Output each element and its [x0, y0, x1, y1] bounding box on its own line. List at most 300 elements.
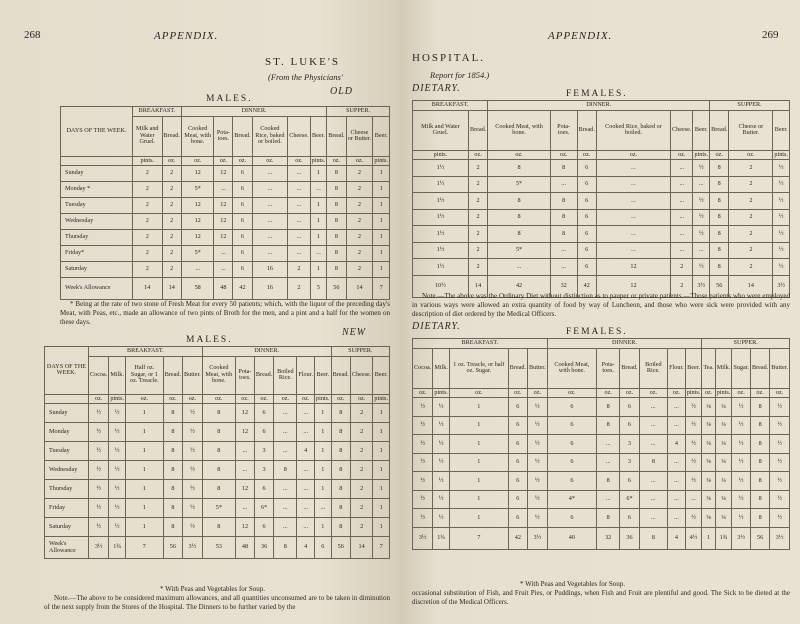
value-cell: ...	[252, 182, 288, 198]
value-cell: ...	[488, 259, 551, 276]
value-cell: ...	[288, 182, 310, 198]
column-header: Milk.	[433, 348, 450, 388]
value-cell: 1	[310, 230, 327, 246]
total-cell: 3½	[770, 527, 790, 549]
column-header: Butter.	[183, 356, 203, 394]
note-1-right: Note.—The above was the Ordinary Diet without distinction as to pauper or private patients.—Those patients who were employed in various ways were allowed an extra quantity of food by way of Luncheon, and those who were sick were provided with any description of diet ordered by the Medical Officers.	[412, 292, 790, 318]
value-cell: 2	[729, 176, 773, 193]
unit-cell: oz.	[620, 388, 639, 398]
column-header: Cooked Meat, with bone.	[488, 110, 551, 150]
value-cell: 6	[547, 416, 596, 435]
column-header: Cheese.	[671, 110, 693, 150]
value-cell: 12	[214, 230, 233, 246]
value-cell: 1	[449, 435, 508, 454]
dietary-label-2: DIETARY.	[412, 321, 461, 332]
table-row	[61, 262, 390, 278]
value-cell: 8	[163, 442, 182, 461]
value-cell: 2	[162, 214, 181, 230]
column-header: Bread.	[331, 356, 350, 394]
value-cell: 2	[346, 230, 373, 246]
total-cell: 1¾	[433, 527, 450, 549]
total-cell: 3½	[528, 527, 548, 549]
unit-cell: oz.	[252, 156, 288, 166]
total-cell: 1¾	[715, 527, 732, 549]
day-cell: Saturday	[61, 262, 133, 278]
value-cell: ...	[288, 198, 310, 214]
value-cell: 8	[327, 198, 346, 214]
total-cell: 12	[596, 275, 670, 297]
value-cell: 8	[331, 480, 350, 499]
column-header: Beer.	[373, 116, 390, 156]
value-cell: 8	[597, 416, 620, 435]
value-cell: 2	[468, 160, 487, 177]
value-cell: ...	[274, 423, 297, 442]
value-cell: 8	[202, 404, 235, 423]
value-cell: 8	[202, 461, 235, 480]
value-cell: 8	[710, 226, 729, 243]
value-cell: ½	[413, 416, 433, 435]
value-cell: ½	[732, 416, 751, 435]
value-cell: ½	[183, 480, 203, 499]
value-cell: 2	[162, 246, 181, 262]
value-cell: ...	[288, 214, 310, 230]
total-cell: 4½	[685, 527, 702, 549]
value-cell: 6	[508, 416, 527, 435]
value-cell: ...	[671, 176, 693, 193]
new-females-diet-table	[412, 338, 790, 550]
value-cell: ...	[668, 490, 686, 509]
value-cell: ...	[214, 246, 233, 262]
unit-cell: oz.	[202, 394, 235, 404]
day-cell: Monday	[45, 423, 89, 442]
total-cell: 53	[202, 537, 235, 559]
table-row	[413, 242, 790, 259]
total-cell: 2	[288, 278, 310, 300]
value-cell: ½	[693, 226, 710, 243]
group-dinner-r1: DINNER.	[488, 101, 710, 111]
value-cell: ½	[773, 160, 790, 177]
unit-cell: oz.	[346, 156, 373, 166]
total-cell: 36	[254, 537, 273, 559]
value-cell: ½	[109, 442, 126, 461]
value-cell: 2	[468, 226, 487, 243]
value-cell: 1	[373, 198, 390, 214]
value-cell: 2	[468, 259, 487, 276]
value-cell: 2	[468, 193, 487, 210]
unit-cell: pints.	[686, 388, 701, 396]
value-cell: 8	[488, 209, 551, 226]
unit-cell: oz.	[508, 388, 527, 398]
value-cell: 8	[163, 461, 182, 480]
value-cell: 12	[214, 198, 233, 214]
value-cell: ½	[732, 509, 751, 528]
value-cell: ½	[773, 259, 790, 276]
value-cell: ...	[235, 461, 254, 480]
value-cell: ½	[528, 416, 548, 435]
value-cell: ...	[671, 160, 693, 177]
group-dinner-2: DINNER.	[202, 347, 331, 357]
value-cell: ½	[413, 398, 433, 417]
group-dinner: DINNER.	[181, 107, 326, 117]
total-row	[61, 278, 390, 300]
column-header: Pota-toes.	[235, 356, 254, 394]
value-cell: ½	[109, 499, 126, 518]
total-cell: 32	[550, 275, 577, 297]
value-cell: 8	[550, 209, 577, 226]
value-cell: 6	[254, 480, 273, 499]
value-cell: 6	[508, 490, 527, 509]
value-cell: 6	[233, 182, 252, 198]
unit-cell: oz.	[488, 150, 551, 160]
column-header: Butter.	[528, 348, 548, 388]
column-header: Beer.	[310, 116, 327, 156]
column-header: Boiled Rice.	[639, 348, 668, 388]
value-cell: 1	[315, 442, 332, 461]
value-cell: 6	[254, 518, 273, 537]
value-cell: ...	[274, 442, 297, 461]
column-header: Cheese.	[350, 356, 372, 394]
value-cell: 6	[233, 246, 252, 262]
value-cell: 1	[373, 262, 390, 278]
group-dinner-r2: DINNER.	[547, 339, 702, 349]
value-cell: 2	[729, 242, 773, 259]
value-cell: ½	[685, 472, 702, 491]
column-header: Tea.	[702, 348, 715, 388]
value-cell: 1½	[413, 226, 469, 243]
value-cell: ¼	[715, 398, 732, 417]
table-row	[45, 423, 390, 442]
value-cell: 2	[729, 160, 773, 177]
total-cell: 58	[181, 278, 214, 300]
unit-cell: oz.	[331, 394, 350, 404]
value-cell: ...	[639, 398, 668, 417]
value-cell: ½	[433, 490, 450, 509]
value-cell: 2	[133, 182, 163, 198]
value-cell: 8	[327, 230, 346, 246]
unit-cell: oz.	[254, 394, 273, 404]
day-cell: Friday*	[61, 246, 133, 262]
value-cell: 1	[125, 499, 163, 518]
total-cell: 3½	[693, 275, 710, 297]
total-cell: 4	[297, 537, 315, 559]
total-cell: 8	[639, 527, 668, 549]
value-cell: 3	[254, 461, 273, 480]
value-cell: 2	[468, 209, 487, 226]
value-cell: ½	[109, 518, 126, 537]
value-cell: 6	[577, 160, 596, 177]
value-cell: ...	[671, 226, 693, 243]
value-cell: 8	[750, 453, 769, 472]
value-cell: ...	[297, 404, 315, 423]
value-cell: 1	[373, 518, 390, 537]
value-cell: 1	[449, 509, 508, 528]
note-2-left: Note.—The above to be considered maximum allowances, and all quantities unconsumed are to be taken in diminution of the next supply from the Stores of the Hospital. The Dinners to be further varied by the	[44, 594, 390, 611]
value-cell: ½	[685, 435, 702, 454]
value-cell: ½	[433, 472, 450, 491]
column-header: Beer.	[315, 356, 332, 394]
value-cell: ...	[668, 472, 686, 491]
value-cell: ½	[528, 435, 548, 454]
value-cell: 6	[254, 423, 273, 442]
total-cell: 42	[577, 275, 596, 297]
value-cell: 1	[125, 461, 163, 480]
value-cell: 2	[346, 182, 373, 198]
females-label-1: FEMALES.	[566, 89, 628, 99]
value-cell: 2	[468, 242, 487, 259]
unit-cell	[61, 156, 133, 166]
value-cell: ½	[685, 398, 702, 417]
group-breakfast: BREAKFAST.	[133, 107, 182, 117]
value-cell: 1	[310, 198, 327, 214]
value-cell: 1	[315, 423, 332, 442]
value-cell: ...	[252, 198, 288, 214]
value-cell: 2	[729, 193, 773, 210]
value-cell: 6	[233, 262, 252, 278]
value-cell: ½	[770, 416, 790, 435]
value-cell: ...	[639, 490, 668, 509]
value-cell: ...	[310, 182, 327, 198]
value-cell: 6	[577, 242, 596, 259]
value-cell: 8	[488, 160, 551, 177]
value-cell: 1	[373, 182, 390, 198]
value-cell: ¼	[715, 453, 732, 472]
value-cell: ...	[596, 193, 670, 210]
total-cell: 4	[668, 527, 686, 549]
value-cell: 4	[297, 442, 315, 461]
value-cell: 2	[346, 262, 373, 278]
value-cell: ½	[183, 442, 203, 461]
value-cell: ...	[297, 499, 315, 518]
value-cell: ½	[109, 480, 126, 499]
value-cell: ...	[668, 398, 686, 417]
value-cell: 8	[597, 398, 620, 417]
unit-cell: oz.	[350, 394, 372, 404]
column-header: Cooked Meat, with bone.	[181, 116, 214, 156]
unit-cell: oz.	[577, 150, 596, 160]
table-row	[413, 416, 790, 435]
day-cell: Tuesday	[61, 198, 133, 214]
value-cell: ⅛	[702, 490, 715, 509]
table-row	[61, 166, 390, 182]
unit-cell: pints.	[133, 156, 163, 166]
value-cell: 6	[508, 398, 527, 417]
new-label: NEW	[342, 327, 367, 338]
value-cell: 6	[620, 398, 639, 417]
unit-cell: oz.	[297, 394, 315, 404]
value-cell: ½	[773, 193, 790, 210]
value-cell: 1	[373, 461, 390, 480]
value-cell: ½	[693, 193, 710, 210]
unit-cell: oz.	[233, 156, 252, 166]
value-cell: 6	[547, 398, 596, 417]
table-row	[45, 404, 390, 423]
total-cell: 8	[274, 537, 297, 559]
value-cell: 8	[750, 398, 769, 417]
value-cell: ...	[671, 193, 693, 210]
value-cell: 3	[254, 442, 273, 461]
total-cell: 7	[125, 537, 163, 559]
unit-cell: oz.	[162, 156, 181, 166]
total-cell: 3½	[413, 527, 433, 549]
group-supper-2: SUPPER.	[331, 347, 389, 357]
value-cell: ¼	[715, 490, 732, 509]
value-cell: 6	[547, 453, 596, 472]
value-cell: ½	[693, 160, 710, 177]
value-cell: 5*	[181, 246, 214, 262]
value-cell: 1	[373, 423, 390, 442]
value-cell: ½	[770, 398, 790, 417]
value-cell: 1	[373, 499, 390, 518]
total-cell: 1¾	[109, 537, 126, 559]
subtitle-left: (From the Physicians'	[268, 72, 343, 82]
value-cell: 12	[596, 259, 670, 276]
value-cell: ½	[770, 509, 790, 528]
value-cell: ½	[732, 472, 751, 491]
value-cell: ½	[433, 509, 450, 528]
total-cell: 1	[702, 527, 715, 549]
value-cell: ½	[183, 404, 203, 423]
total-cell: 56	[750, 527, 769, 549]
table-row	[413, 226, 790, 243]
column-header: Bread.	[163, 356, 182, 394]
value-cell: ½	[770, 490, 790, 509]
unit-cell: pints.	[110, 394, 124, 402]
value-cell: 2	[468, 176, 487, 193]
value-cell: 6*	[254, 499, 273, 518]
value-cell: 5*	[488, 242, 551, 259]
unit-cell: oz.	[596, 150, 670, 160]
value-cell: ½	[685, 509, 702, 528]
value-cell: ...	[274, 518, 297, 537]
value-cell: 8	[327, 214, 346, 230]
value-cell: 2	[729, 209, 773, 226]
value-cell: ½	[528, 398, 548, 417]
total-cell: 3½	[732, 527, 751, 549]
value-cell: ½	[732, 435, 751, 454]
value-cell: 2	[133, 166, 163, 182]
unit-cell: oz.	[183, 394, 203, 404]
value-cell: ⅛	[702, 398, 715, 417]
value-cell: ½	[773, 226, 790, 243]
unit-cell: oz.	[468, 150, 487, 160]
value-cell: ½	[413, 509, 433, 528]
value-cell: ...	[214, 182, 233, 198]
value-cell: 2	[350, 404, 372, 423]
value-cell: 8	[710, 193, 729, 210]
value-cell: 8	[327, 246, 346, 262]
value-cell: 6	[577, 209, 596, 226]
value-cell: 1	[310, 166, 327, 182]
table-row	[413, 509, 790, 528]
unit-cell	[45, 394, 89, 404]
value-cell: 2	[162, 230, 181, 246]
total-cell: 6	[315, 537, 332, 559]
group-breakfast-r2: BREAKFAST.	[413, 339, 548, 349]
value-cell: 1	[125, 423, 163, 442]
value-cell: 1	[449, 472, 508, 491]
value-cell: ...	[550, 259, 577, 276]
total-row	[45, 537, 390, 559]
total-cell: 48	[214, 278, 233, 300]
column-header: Beer.	[373, 356, 390, 394]
value-cell: ½	[773, 176, 790, 193]
day-cell: Saturday	[45, 518, 89, 537]
value-cell: ½	[413, 490, 433, 509]
value-cell: 5*	[181, 182, 214, 198]
day-cell: Sunday	[45, 404, 89, 423]
column-header: Boiled Rice.	[274, 356, 297, 394]
total-cell: 14	[729, 275, 773, 297]
value-cell: 8	[750, 435, 769, 454]
table-row	[413, 472, 790, 491]
column-header: Milk.	[715, 348, 732, 388]
value-cell: 2	[133, 198, 163, 214]
column-header: Bread.	[750, 348, 769, 388]
value-cell: 1	[125, 480, 163, 499]
column-header: Bread.	[233, 116, 252, 156]
value-cell: ⅛	[702, 453, 715, 472]
value-cell: ½	[89, 461, 109, 480]
table-row	[61, 182, 390, 198]
value-cell: ½	[433, 416, 450, 435]
value-cell: ¼	[715, 416, 732, 435]
day-cell: Monday *	[61, 182, 133, 198]
total-cell: 3½	[183, 537, 203, 559]
value-cell: 1	[449, 416, 508, 435]
value-cell: ½	[413, 472, 433, 491]
value-cell: 1½	[413, 259, 469, 276]
value-cell: 6	[508, 435, 527, 454]
column-header: Cocoa.	[413, 348, 433, 388]
total-cell: 56	[163, 537, 182, 559]
value-cell: 2	[346, 214, 373, 230]
total-cell: 14	[350, 537, 372, 559]
value-cell: ...	[668, 509, 686, 528]
value-cell: 8	[597, 472, 620, 491]
value-cell: ½	[89, 499, 109, 518]
value-cell: 2	[729, 259, 773, 276]
value-cell: 6	[508, 472, 527, 491]
total-cell: 3½	[773, 275, 790, 297]
value-cell: 12	[181, 166, 214, 182]
value-cell: 1	[373, 214, 390, 230]
value-cell: ½	[89, 518, 109, 537]
unit-cell: pints.	[774, 150, 788, 158]
value-cell: ½	[109, 461, 126, 480]
value-cell: ½	[183, 423, 203, 442]
total-cell: 7	[373, 537, 390, 559]
total-cell: 36	[620, 527, 639, 549]
subtitle-right: Report for 1854.)	[430, 70, 490, 80]
column-header: Bread.	[162, 116, 181, 156]
value-cell: ...	[596, 160, 670, 177]
value-cell: ...	[252, 166, 288, 182]
total-cell: 56	[331, 537, 350, 559]
value-cell: ...	[596, 209, 670, 226]
total-cell: 42	[508, 527, 527, 549]
total-cell: 14	[346, 278, 373, 300]
table-row	[61, 230, 390, 246]
value-cell: 12	[214, 214, 233, 230]
unit-cell: oz.	[89, 394, 109, 404]
unit-cell: pints.	[694, 150, 709, 158]
value-cell: 8	[750, 490, 769, 509]
value-cell: 8	[327, 262, 346, 278]
value-cell: 2	[162, 166, 181, 182]
value-cell: 8	[331, 404, 350, 423]
value-cell: 8	[327, 166, 346, 182]
value-cell: ...	[235, 499, 254, 518]
